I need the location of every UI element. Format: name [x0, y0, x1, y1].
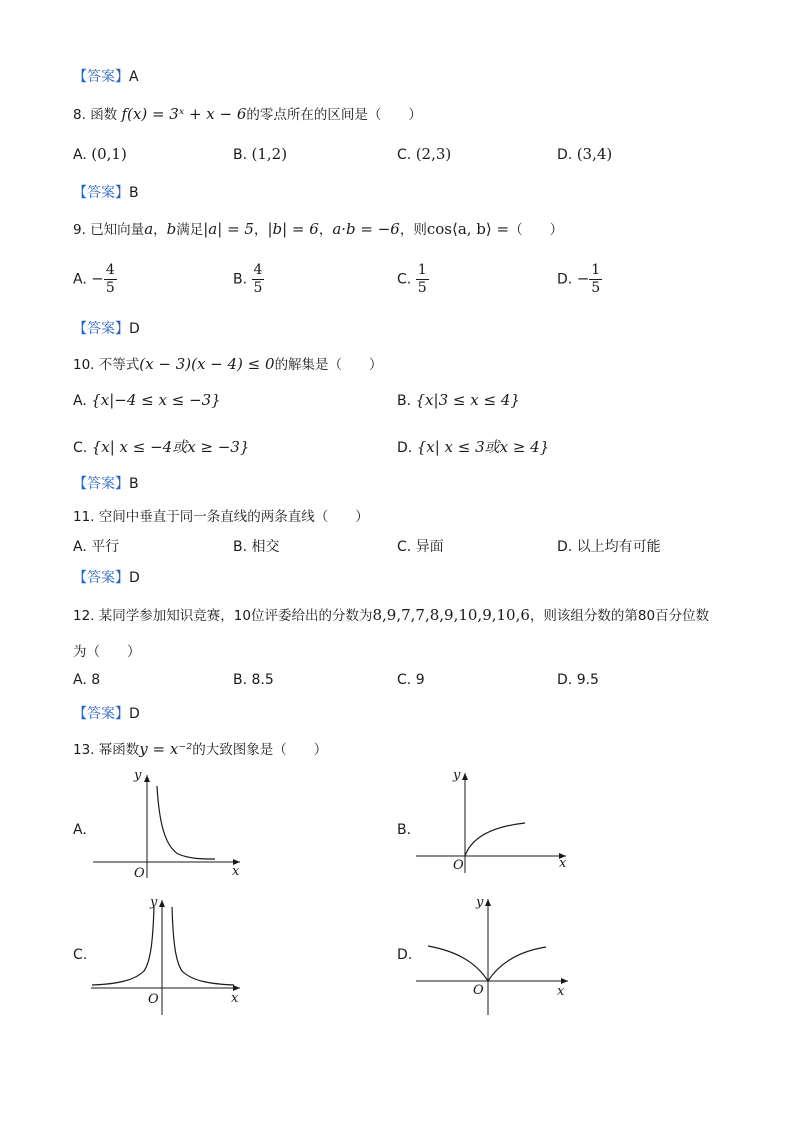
fraction	[589, 262, 602, 297]
option-value: {x|3 ≤ x ≤ 4}	[415, 391, 520, 409]
stem-text: 的解集是（ ）	[274, 357, 383, 373]
option-value: 8.5	[251, 672, 274, 688]
q8-option-b[interactable]	[233, 145, 287, 163]
option-value: 9.5	[576, 672, 599, 688]
formula: y = x⁻²	[139, 740, 193, 758]
question-11-stem	[73, 505, 369, 525]
y-axis-label: y	[453, 768, 461, 783]
answer-q7	[73, 66, 139, 86]
q13-option-a-label[interactable]	[73, 822, 87, 838]
q10-option-d[interactable]	[397, 436, 549, 457]
denominator: 5	[253, 280, 263, 296]
option-letter: C.	[397, 539, 412, 555]
question-8-stem	[73, 103, 422, 123]
q11-option-b[interactable]	[233, 536, 280, 556]
vector-b: b	[166, 220, 177, 238]
option-letter: C.	[73, 947, 88, 963]
fraction	[104, 262, 117, 297]
numerator: 1	[591, 262, 601, 278]
answer-value: A	[129, 69, 139, 85]
y-arrow-icon	[485, 899, 491, 906]
answer-tag: 【答案】	[73, 570, 129, 586]
answer-tag: 【答案】	[73, 185, 129, 201]
question-12-stem-cont	[73, 640, 141, 660]
numerator: 1	[417, 262, 427, 278]
q13-option-b-label[interactable]	[397, 822, 411, 838]
curve	[465, 823, 525, 856]
answer-q12	[73, 703, 140, 723]
q11-option-a[interactable]	[73, 536, 119, 556]
answer-q11	[73, 567, 140, 587]
scores-list: 8,9,7,7,8,9,10,9,10,6	[372, 606, 530, 624]
denominator: 5	[591, 280, 601, 296]
stem-text: ，则该组分数的第80百分位数	[529, 608, 710, 624]
q12-option-a[interactable]	[73, 672, 100, 688]
fraction	[416, 262, 429, 297]
q9-option-d[interactable]	[557, 262, 602, 297]
option-letter: D.	[557, 147, 573, 163]
stem-text: ，	[153, 222, 167, 238]
q10-option-c[interactable]	[73, 436, 249, 457]
option-letter: D.	[397, 440, 413, 456]
option-letter: A.	[73, 672, 87, 688]
q9-option-a[interactable]	[73, 262, 117, 297]
question-number: 11.	[73, 509, 95, 525]
option-value: (3,4)	[576, 145, 613, 163]
option-letter: B.	[233, 147, 248, 163]
q11-option-d[interactable]	[557, 536, 661, 556]
curve-left	[92, 907, 154, 985]
stem-text: ，	[253, 222, 268, 238]
stem-text: 的大致图象是（ ）	[192, 742, 328, 758]
condition-2: |b| = 6	[267, 220, 319, 238]
stem-text: 已知向量	[90, 222, 145, 238]
origin-label: O	[453, 858, 464, 873]
condition-1: |a| = 5	[203, 220, 254, 238]
answer-value: B	[129, 185, 139, 201]
option-letter: A.	[73, 271, 87, 288]
q13-graph-c[interactable]	[88, 893, 248, 1018]
q13-graph-a[interactable]	[90, 765, 250, 880]
option-letter: D.	[557, 539, 573, 555]
option-value: (0,1)	[91, 145, 127, 163]
formula: f(x) = 3ˣ + x − 6	[121, 105, 247, 123]
option-value: (1,2)	[251, 145, 288, 163]
answer-value: D	[129, 321, 140, 337]
option-value: {x|−4 ≤ x ≤ −3}	[91, 391, 221, 409]
q13-option-c-label[interactable]	[73, 947, 87, 963]
q12-option-b[interactable]	[233, 672, 274, 688]
option-value: (2,3)	[415, 145, 452, 163]
curve-left	[428, 946, 488, 981]
sign: −	[576, 269, 590, 288]
curve-right	[488, 947, 546, 981]
y-axis-label: y	[476, 895, 484, 910]
stem-text: 幂函数	[98, 742, 140, 758]
question-number: 8.	[73, 107, 86, 123]
answer-tag: 【答案】	[73, 321, 129, 337]
curve	[157, 786, 215, 859]
q10-option-b[interactable]	[397, 391, 520, 409]
option-value: 异面	[415, 539, 444, 555]
option-letter: A.	[73, 147, 87, 163]
option-value: 9	[415, 672, 425, 688]
answer-q10	[73, 473, 139, 493]
q12-option-d[interactable]	[557, 672, 599, 688]
q10-option-a[interactable]	[73, 391, 221, 409]
option-letter: B.	[233, 539, 248, 555]
option-letter: C.	[73, 440, 88, 456]
question-number: 10.	[73, 357, 95, 373]
option-value: 以上均有可能	[576, 539, 661, 555]
y-arrow-icon	[159, 900, 165, 907]
q9-option-b[interactable]	[233, 262, 264, 297]
x-axis-label: x	[231, 991, 239, 1006]
option-letter: C.	[397, 271, 412, 288]
question-13-stem	[73, 738, 327, 758]
denominator: 5	[105, 280, 115, 296]
vector-a: a	[144, 220, 154, 238]
curve-right	[172, 907, 234, 985]
answer-tag: 【答案】	[73, 69, 129, 85]
y-arrow-icon	[462, 773, 468, 780]
q8-option-d[interactable]	[557, 145, 612, 163]
q13-graph-b[interactable]	[413, 765, 573, 880]
x-axis-label: x	[559, 856, 567, 871]
option-value: 相交	[251, 539, 280, 555]
stem-text: 为（ ）	[73, 644, 141, 660]
answer-value: D	[129, 706, 140, 722]
formula: (x − 3)(x − 4) ≤ 0	[139, 355, 275, 373]
question-12-stem	[73, 604, 709, 624]
answer-q9	[73, 318, 140, 338]
question-number: 12.	[73, 608, 95, 624]
option-letter: D.	[557, 672, 573, 688]
stem-text: 满足	[176, 222, 204, 238]
x-axis-label: x	[232, 864, 240, 879]
question-9-stem	[73, 218, 563, 238]
answer-value: B	[129, 476, 139, 492]
origin-label: O	[148, 992, 159, 1007]
q13-graph-d[interactable]	[413, 893, 573, 1018]
option-letter: A.	[73, 393, 87, 409]
option-letter: C.	[397, 147, 412, 163]
q11-option-c[interactable]	[397, 536, 444, 556]
sign: −	[91, 269, 104, 288]
answer-value: D	[129, 570, 140, 586]
answer-tag: 【答案】	[73, 706, 129, 722]
q9-option-c[interactable]	[397, 262, 429, 297]
q8-option-a[interactable]	[73, 145, 127, 163]
stem-text: ，则	[399, 222, 427, 238]
stem-text: 不等式	[98, 357, 140, 373]
stem-text: 函数	[90, 107, 118, 123]
origin-label: O	[473, 983, 484, 998]
fraction	[252, 262, 265, 297]
q8-option-c[interactable]	[397, 145, 451, 163]
option-value: 平行	[91, 539, 120, 555]
y-axis-label: y	[150, 895, 158, 910]
x-axis-label: x	[557, 984, 565, 999]
question-number: 9.	[73, 222, 86, 238]
option-letter: D.	[557, 271, 573, 288]
stem-text: 某同学参加知识竞赛，10位评委给出的分数为	[98, 608, 373, 624]
option-letter: B.	[233, 672, 248, 688]
numerator: 4	[253, 262, 263, 278]
stem-text: （ ）	[509, 222, 564, 238]
stem-text: 空间中垂直于同一条直线的两条直线（ ）	[98, 509, 369, 525]
condition-3: a·b = −6	[332, 220, 400, 238]
option-letter: B.	[233, 271, 248, 288]
q13-option-d-label[interactable]	[397, 947, 412, 963]
answer-q8	[73, 182, 139, 202]
question-10-stem	[73, 353, 383, 373]
y-axis-label: y	[134, 768, 142, 783]
option-letter: D.	[397, 947, 413, 963]
option-letter: C.	[397, 672, 412, 688]
option-letter: B.	[397, 822, 412, 838]
option-value: {x| x ≤ −4或x ≥ −3}	[91, 438, 250, 456]
stem-text: ，	[318, 222, 333, 238]
option-letter: B.	[397, 393, 412, 409]
option-value: {x| x ≤ 3或x ≥ 4}	[416, 438, 550, 456]
answer-tag: 【答案】	[73, 476, 129, 492]
numerator: 4	[105, 262, 115, 278]
denominator: 5	[417, 280, 427, 296]
y-arrow-icon	[144, 775, 150, 782]
option-letter: A.	[73, 822, 87, 838]
stem-text: 的零点所在的区间是（ ）	[246, 107, 422, 123]
option-letter: A.	[73, 539, 87, 555]
question-number: 13.	[73, 742, 95, 758]
target-expression: cos⟨a, b⟩ =	[426, 220, 510, 238]
option-value: 8	[91, 672, 101, 688]
q12-option-c[interactable]	[397, 672, 425, 688]
origin-label: O	[134, 866, 145, 880]
